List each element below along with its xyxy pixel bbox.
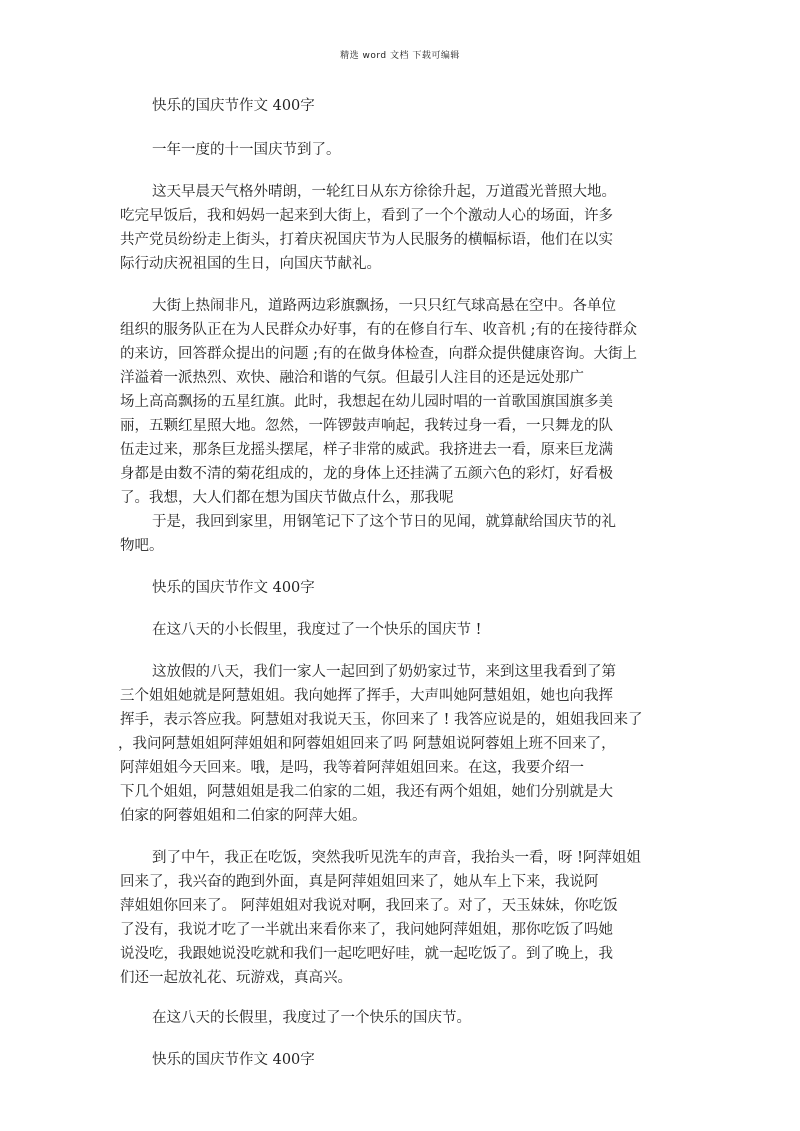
paragraph-6-line: ，我问阿慧姐姐阿萍姐姐和阿蓉姐姐回来了吗 阿慧姐说阿蓉姐上班不回来了， <box>118 736 616 752</box>
paragraph-6-line: 挥手，表示答应我。阿慧姐对我说天玉，你回来了 ! 我答应说是的，姐姐我回来了 <box>120 712 643 728</box>
paragraph-2-line: 际行动庆祝祖国的生日，向国庆节献礼。 <box>120 256 381 272</box>
essay-title-1: 快乐的国庆节作文 400字 <box>152 98 315 114</box>
paragraph-4-line: 物吧。 <box>120 538 164 554</box>
essay-title-3: 快乐的国庆节作文 400字 <box>152 1052 315 1068</box>
paragraph-4-line: 于是，我回到家里，用钢笔记下了这个节日的见闻，就算献给国庆节的礼 <box>152 514 616 530</box>
essay-title-2: 快乐的国庆节作文 400字 <box>152 580 315 596</box>
paragraph-7-line: 回来了，我兴奋的跑到外面，真是阿萍姐姐回来了，她从车上下来，我说阿 <box>120 874 599 890</box>
paragraph-1: 一年一度的十一国庆节到了。 <box>152 142 341 158</box>
paragraph-7-line: 到了中午，我正在吃饭，突然我听见洗车的声音，我抬头一看，呀 !阿萍姐姐 <box>152 850 641 866</box>
paragraph-3-line: 身都是由数不清的菊花组成的，龙的身体上还挂满了五颜六色的彩灯，好看极 <box>120 466 613 482</box>
paragraph-3-line: 了。我想，大人们都在想为国庆节做点什么，那我呢 <box>120 490 454 506</box>
paragraph-2-line: 这天早晨天气格外晴朗，一轮红日从东方徐徐升起，万道霞光普照大地。 <box>152 184 616 200</box>
paragraph-8: 在这八天的长假里，我度过了一个快乐的国庆节。 <box>152 1010 471 1026</box>
paragraph-3-line: 洋溢着一派热烈、欢快、融洽和谐的气氛。但最引人注目的还是远处那广 <box>120 370 584 386</box>
paragraph-2-line: 共产党员纷纷走上街头，打着庆祝国庆节为人民服务的横幅标语，他们在以实 <box>120 232 613 248</box>
paragraph-6-line: 伯家的阿蓉姐姐和二伯家的阿萍大姐。 <box>120 808 367 824</box>
page-header: 精选 word 文档 下载可编辑 <box>340 51 460 61</box>
paragraph-3-line: 大街上热闹非凡，道路两边彩旗飘扬，一只只红气球高悬在空中。各单位 <box>152 298 616 314</box>
paragraph-3-line: 伍走过来，那条巨龙摇头摆尾，样子非常的威武。我挤进去一看，原来巨龙满 <box>120 442 613 458</box>
paragraph-3-line: 的来访，回答群众提出的问题 ;有的在做身体检查，向群众提供健康咨询。大街上 <box>120 346 637 362</box>
paragraph-6-line: 阿萍姐姐今天回来。哦，是吗，我等着阿萍姐姐回来。在这，我要介绍一 <box>120 760 584 776</box>
paragraph-3-line: 丽，五颗红星照大地。忽然，一阵锣鼓声响起，我转过身一看，一只舞龙的队 <box>120 418 613 434</box>
paragraph-6-line: 三个姐姐她就是阿慧姐姐。我向她挥了挥手，大声叫她阿慧姐姐，她也向我挥 <box>120 688 613 704</box>
paragraph-7-line: 了没有，我说才吃了一半就出来看你来了，我问她阿萍姐姐，那你吃饭了吗她 <box>120 922 613 938</box>
paragraph-6-line: 下几个姐姐，阿慧姐姐是我二伯家的二姐，我还有两个姐姐，她们分别就是大 <box>120 784 613 800</box>
paragraph-7-line: 们还一起放礼花、玩游戏，真高兴。 <box>120 970 352 986</box>
paragraph-5: 在这八天的小长假里，我度过了一个快乐的国庆节 ! <box>152 622 482 638</box>
paragraph-7-line: 萍姐姐你回来了。 阿萍姐姐对我说对啊，我回来了。对了，天玉妹妹，你吃饭 <box>120 898 618 914</box>
paragraph-6-line: 这放假的八天，我们一家人一起回到了奶奶家过节，来到这里我看到了第 <box>152 664 616 680</box>
paragraph-3-line: 场上高高飘扬的五星红旗。此时，我想起在幼儿园时唱的一首歌国旗国旗多美 <box>120 394 613 410</box>
paragraph-2-line: 吃完早饭后，我和妈妈一起来到大街上，看到了一个个激动人心的场面，许多 <box>120 208 613 224</box>
paragraph-3-line: 组织的服务队正在为人民群众办好事，有的在修自行车、收音机 ;有的在接待群众 <box>120 322 637 338</box>
paragraph-7-line: 说没吃，我跟她说没吃就和我们一起吃吧好哇，就一起吃饭了。到了晚上，我 <box>120 946 613 962</box>
